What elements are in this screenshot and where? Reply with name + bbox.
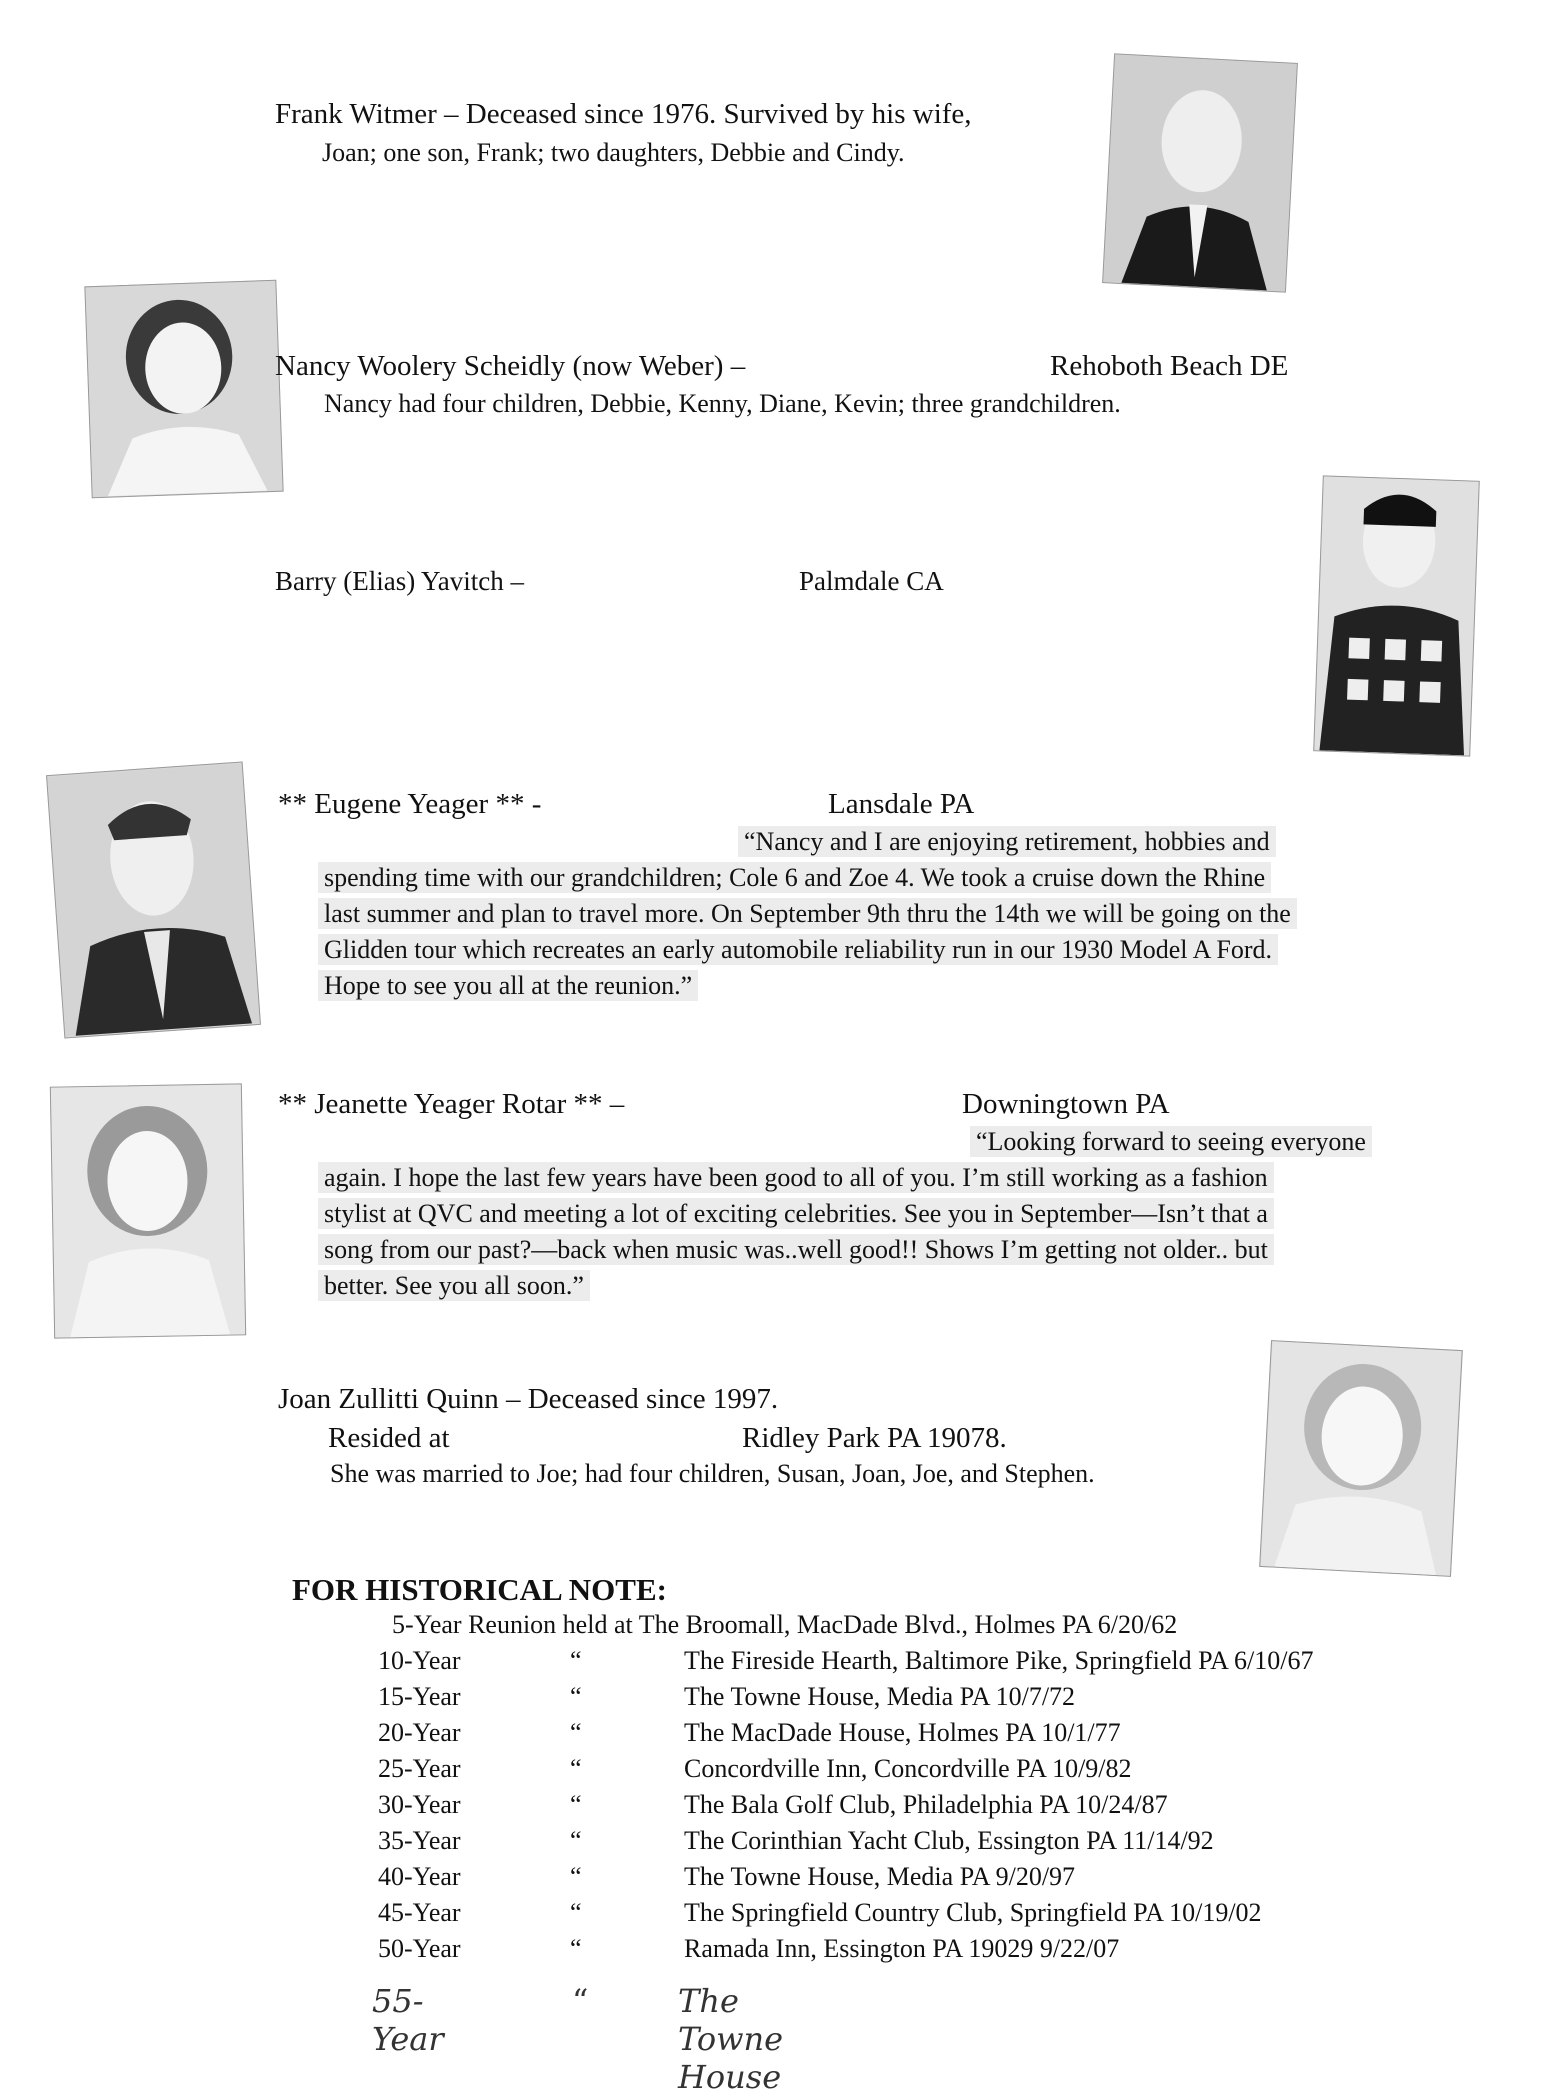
joan-zullitti-name: Joan Zullitti Quinn – Deceased since 1997. xyxy=(278,1383,779,1415)
history-ditto: “ xyxy=(570,1790,582,1819)
jeanette-yeager-quote xyxy=(318,1124,1372,1304)
frank-witmer-name: Frank Witmer – Deceased since 1976. Survived by his wife, xyxy=(275,98,972,130)
history-venue: The Springfield Country Club, Springfield PA 10/19/02 xyxy=(684,1898,1262,1927)
history-venue: The Corinthian Yacht Club, Essington PA 11/14/92 xyxy=(684,1826,1214,1855)
barry-yavitch-photo xyxy=(1313,475,1480,756)
eugene-yeager-quote xyxy=(318,824,1297,1004)
quote-line: better. See you all soon.” xyxy=(318,1270,590,1301)
handwritten-venue: The Towne House xyxy=(678,1982,784,2096)
historical-note-title: FOR HISTORICAL NOTE: xyxy=(292,1572,667,1607)
history-ditto: “ xyxy=(570,1898,582,1927)
frank-witmer-photo xyxy=(1102,53,1298,292)
history-venue: The Towne House, Media PA 10/7/72 xyxy=(684,1682,1076,1711)
jeanette-yeager-photo xyxy=(50,1083,246,1338)
history-ditto: “ xyxy=(570,1934,582,1963)
history-venue: The Bala Golf Club, Philadelphia PA 10/24/87 xyxy=(684,1790,1168,1819)
history-ditto: “ xyxy=(570,1862,582,1891)
history-year: 10-Year xyxy=(378,1646,461,1675)
history-ditto: “ xyxy=(570,1826,582,1855)
joan-zullitti-resided-label: Resided at xyxy=(328,1422,450,1454)
quote-line: “Looking forward to seeing everyone xyxy=(970,1126,1372,1157)
eugene-yeager-name: ** Eugene Yeager ** - xyxy=(278,788,542,820)
history-year: 35-Year xyxy=(378,1826,461,1855)
history-year: 40-Year xyxy=(378,1862,461,1891)
jeanette-yeager-name: ** Jeanette Yeager Rotar ** – xyxy=(278,1088,625,1120)
handwritten-year: 55-Year xyxy=(372,1982,444,2058)
history-venue: Concordville Inn, Concordville PA 10/9/82 xyxy=(684,1754,1132,1783)
quote-line: last summer and plan to travel more. On September 9th thru the 14th we will be going on the xyxy=(318,898,1297,929)
history-year: 45-Year xyxy=(378,1898,461,1927)
quote-line: Hope to see you all at the reunion.” xyxy=(318,970,698,1001)
nancy-woolery-detail: Nancy had four children, Debbie, Kenny, Diane, Kevin; three grandchildren. xyxy=(324,389,1121,418)
joan-zullitti-photo xyxy=(1259,1340,1463,1577)
history-year: 50-Year xyxy=(378,1934,461,1963)
history-ditto: “ xyxy=(570,1754,582,1783)
history-ditto: “ xyxy=(570,1646,582,1675)
history-year: 25-Year xyxy=(378,1754,461,1783)
quote-line: again. I hope the last few years have been good to all of you. I’m still working as a fashion xyxy=(318,1162,1274,1193)
frank-witmer-detail: Joan; one son, Frank; two daughters, Debbie and Cindy. xyxy=(322,138,905,167)
joan-zullitti-location: Ridley Park PA 19078. xyxy=(742,1422,1007,1454)
quote-line: “Nancy and I are enjoying retirement, hobbies and xyxy=(738,826,1276,857)
nancy-woolery-location: Rehoboth Beach DE xyxy=(1050,350,1289,382)
barry-yavitch-name: Barry (Elias) Yavitch – xyxy=(275,566,524,596)
quote-line: spending time with our grandchildren; Cole 6 and Zoe 4. We took a cruise down the Rhine xyxy=(318,862,1271,893)
history-year: 15-Year xyxy=(378,1682,461,1711)
quote-line: Glidden tour which recreates an early automobile reliability run in our 1930 Model A Ford. xyxy=(318,934,1278,965)
jeanette-yeager-location: Downingtown PA xyxy=(962,1088,1170,1120)
barry-yavitch-location: Palmdale CA xyxy=(799,566,944,596)
eugene-yeager-location: Lansdale PA xyxy=(828,788,975,820)
history-venue: The Fireside Hearth, Baltimore Pike, Springfield PA 6/10/67 xyxy=(684,1646,1314,1675)
joan-zullitti-detail: She was married to Joe; had four children, Susan, Joan, Joe, and Stephen. xyxy=(330,1459,1095,1488)
nancy-woolery-photo xyxy=(84,280,283,499)
history-first-row: 5-Year Reunion held at The Broomall, MacDade Blvd., Holmes PA 6/20/62 xyxy=(392,1610,1178,1639)
eugene-yeager-photo xyxy=(46,761,261,1038)
history-year: 20-Year xyxy=(378,1718,461,1747)
quote-line: stylist at QVC and meeting a lot of exciting celebrities. See you in September—Isn’t that a xyxy=(318,1198,1274,1229)
history-ditto: “ xyxy=(570,1718,582,1747)
history-venue: Ramada Inn, Essington PA 19029 9/22/07 xyxy=(684,1934,1120,1963)
quote-line: song from our past?—back when music was..well good!! Shows I’m getting not older.. but xyxy=(318,1234,1274,1265)
history-ditto: “ xyxy=(570,1682,582,1711)
handwritten-ditto: “ xyxy=(572,1982,589,2020)
history-venue: The MacDade House, Holmes PA 10/1/77 xyxy=(684,1718,1121,1747)
history-year: 30-Year xyxy=(378,1790,461,1819)
history-venue: The Towne House, Media PA 9/20/97 xyxy=(684,1862,1076,1891)
nancy-woolery-name: Nancy Woolery Scheidly (now Weber) – xyxy=(275,350,746,382)
